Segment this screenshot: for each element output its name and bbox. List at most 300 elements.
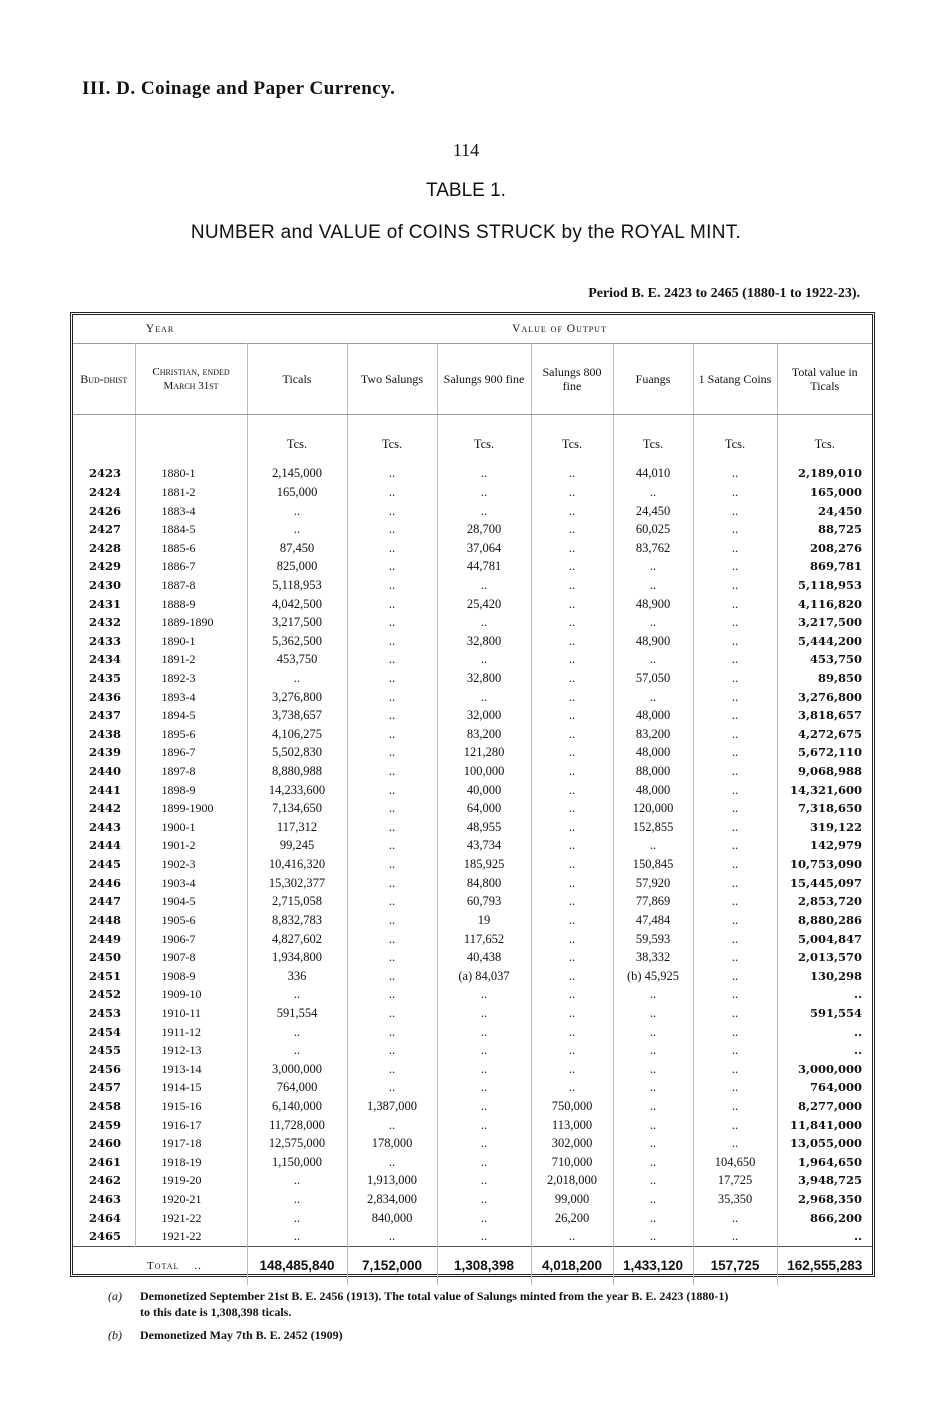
ticals-cell: .. xyxy=(247,1227,347,1246)
footnote-text: to this date is 1,308,398 ticals. xyxy=(140,1305,292,1319)
satang-cell: .. xyxy=(693,799,777,818)
two-salungs-cell: 1,913,000 xyxy=(347,1171,437,1190)
salungs-800-cell: .. xyxy=(531,1041,613,1060)
buddhist-year-cell: 2460 xyxy=(73,1134,135,1153)
footnote-b xyxy=(108,1327,888,1343)
ticals-cell: .. xyxy=(247,1190,347,1209)
fuangs-cell: .. xyxy=(613,650,693,669)
salungs-900-cell: .. xyxy=(437,1171,531,1190)
salungs-900-cell: 117,652 xyxy=(437,929,531,948)
total-value-cell: 1,964,650 xyxy=(797,1154,863,1169)
total-salungs-800: 4,018,200 xyxy=(531,1246,613,1285)
table-row xyxy=(73,1227,872,1246)
table-row xyxy=(73,1004,872,1023)
buddhist-year-cell: 2461 xyxy=(73,1153,135,1172)
ticals-cell: 453,750 xyxy=(247,650,347,669)
buddhist-year-cell: 2449 xyxy=(73,929,135,948)
ticals-cell: 825,000 xyxy=(247,557,347,576)
christian-year-cell: 1904-5 xyxy=(135,892,247,911)
two-salungs-cell: .. xyxy=(347,929,437,948)
ticals-cell: 4,042,500 xyxy=(247,594,347,613)
christian-year-cell: 1908-9 xyxy=(135,966,247,985)
satang-cell: .. xyxy=(693,725,777,744)
total-value-cell: 591,554 xyxy=(810,1005,863,1020)
satang-cell: .. xyxy=(693,966,777,985)
two-salungs-cell: .. xyxy=(347,669,437,688)
table-row xyxy=(73,799,872,818)
fuangs-cell: 48,000 xyxy=(613,706,693,725)
ticals-header: Ticals xyxy=(247,344,347,415)
two-salungs-cell: .. xyxy=(347,725,437,744)
christian-year-cell: 1916-17 xyxy=(135,1115,247,1134)
buddhist-year-cell: 2437 xyxy=(73,706,135,725)
satang-cell: .. xyxy=(693,1227,777,1246)
table-row xyxy=(73,725,872,744)
satang-cell: .. xyxy=(693,631,777,650)
salungs-800-cell: .. xyxy=(531,911,613,930)
two-salungs-cell: .. xyxy=(347,892,437,911)
satang-cell: .. xyxy=(693,576,777,595)
two-salungs-cell: .. xyxy=(347,1078,437,1097)
total-value-cell: 89,850 xyxy=(818,671,863,685)
table-row xyxy=(73,594,872,613)
satang-cell: .. xyxy=(693,1060,777,1079)
fuangs-cell: 59,593 xyxy=(613,929,693,948)
total-value-cell: 8,277,000 xyxy=(797,1099,863,1114)
total-value-cell: 3,948,725 xyxy=(797,1173,863,1188)
buddhist-year-cell: 2431 xyxy=(73,594,135,613)
salungs-900-cell: 185,925 xyxy=(437,855,531,874)
christian-year-cell: 1891-2 xyxy=(135,650,247,669)
christian-year-cell: 1898-9 xyxy=(135,780,247,799)
christian-year-cell: 1921-22 xyxy=(135,1208,247,1227)
totals-label: Total xyxy=(147,1259,180,1272)
period-note: Period B. E. 2423 to 2465 (1880-1 to 1922-23). xyxy=(588,286,860,301)
group-header-row xyxy=(73,315,872,344)
satang-cell: 17,725 xyxy=(693,1171,777,1190)
fuangs-cell: .. xyxy=(613,483,693,502)
two-salungs-cell: .. xyxy=(347,1022,437,1041)
salungs-800-cell: 99,000 xyxy=(531,1190,613,1209)
total-value-header: Total value in Ticals xyxy=(777,344,872,415)
total-value-cell: 5,004,847 xyxy=(797,931,863,946)
salungs-900-cell: .. xyxy=(437,1134,531,1153)
salungs-900-cell: .. xyxy=(437,650,531,669)
fuangs-cell: .. xyxy=(613,1060,693,1079)
two-salungs-cell: .. xyxy=(347,706,437,725)
two-salungs-cell: 178,000 xyxy=(347,1134,437,1153)
table-row xyxy=(73,631,872,650)
unit-label: Tcs. xyxy=(347,415,437,455)
footnote-mark: (b) xyxy=(108,1328,122,1342)
salungs-800-cell: .. xyxy=(531,669,613,688)
satang-cell: .. xyxy=(693,1004,777,1023)
fuangs-cell: .. xyxy=(613,1153,693,1172)
salungs-900-cell: .. xyxy=(437,1208,531,1227)
buddhist-year-cell: 2464 xyxy=(73,1208,135,1227)
salungs-800-cell: .. xyxy=(531,538,613,557)
salungs-800-cell: .. xyxy=(531,873,613,892)
fuangs-cell: .. xyxy=(613,557,693,576)
table-title: NUMBER and VALUE of COINS STRUCK by the ROYAL MINT. xyxy=(190,222,742,243)
satang-cell: .. xyxy=(693,501,777,520)
salungs-900-cell: 37,064 xyxy=(437,538,531,557)
total-value-cell: 866,200 xyxy=(810,1210,863,1225)
salungs-900-cell: 43,734 xyxy=(437,836,531,855)
two-salungs-cell: .. xyxy=(347,966,437,985)
ticals-cell: .. xyxy=(247,985,347,1004)
ticals-cell: .. xyxy=(247,501,347,520)
salungs-800-cell: .. xyxy=(531,557,613,576)
salungs-900-cell: .. xyxy=(437,1078,531,1097)
ticals-cell: 2,715,058 xyxy=(247,892,347,911)
fuangs-cell: .. xyxy=(613,1171,693,1190)
salungs-900-cell: .. xyxy=(437,1153,531,1172)
christian-year-cell: 1920-21 xyxy=(135,1190,247,1209)
buddhist-year-cell: 2423 xyxy=(73,464,135,483)
salungs-800-cell: .. xyxy=(531,743,613,762)
unit-label: Tcs. xyxy=(693,415,777,455)
salungs-900-cell: .. xyxy=(437,1097,531,1116)
two-salungs-cell: 2,834,000 xyxy=(347,1190,437,1209)
salungs-900-cell: .. xyxy=(437,613,531,632)
two-salungs-cell: .. xyxy=(347,1115,437,1134)
christian-year-cell: 1911-12 xyxy=(135,1022,247,1041)
fuangs-cell: 150,845 xyxy=(613,855,693,874)
buddhist-year-cell: 2427 xyxy=(73,520,135,539)
total-value-cell: 5,444,200 xyxy=(797,633,863,648)
christian-year-cell: 1917-18 xyxy=(135,1134,247,1153)
satang-cell: .. xyxy=(693,948,777,967)
buddhist-year-cell: 2433 xyxy=(73,631,135,650)
salungs-800-cell: .. xyxy=(531,855,613,874)
two-salungs-header: Two Salungs xyxy=(347,344,437,415)
table-row xyxy=(73,501,872,520)
two-salungs-cell: .. xyxy=(347,1060,437,1079)
two-salungs-cell: .. xyxy=(347,613,437,632)
table-row xyxy=(73,1134,872,1153)
salungs-900-cell: .. xyxy=(437,1190,531,1209)
salungs-900-cell: .. xyxy=(437,985,531,1004)
satang-cell: .. xyxy=(693,687,777,706)
salungs-800-cell: .. xyxy=(531,1004,613,1023)
satang-cell: .. xyxy=(693,836,777,855)
unit-label: Tcs. xyxy=(247,415,347,455)
unit-label: Tcs. xyxy=(613,415,693,455)
two-salungs-cell: .. xyxy=(347,873,437,892)
salungs-800-cell: .. xyxy=(531,1060,613,1079)
salungs-900-cell: 32,000 xyxy=(437,706,531,725)
satang-cell: .. xyxy=(693,818,777,837)
total-value-cell: 14,321,600 xyxy=(789,782,863,797)
fuangs-cell: .. xyxy=(613,1041,693,1060)
christian-year-cell: 1890-1 xyxy=(135,631,247,650)
ticals-cell: 87,450 xyxy=(247,538,347,557)
fuangs-cell: 57,050 xyxy=(613,669,693,688)
satang-cell: .. xyxy=(693,985,777,1004)
salungs-800-cell: .. xyxy=(531,836,613,855)
ticals-cell: 591,554 xyxy=(247,1004,347,1023)
two-salungs-cell: .. xyxy=(347,483,437,502)
total-ticals: 148,485,840 xyxy=(247,1246,347,1285)
total-value-cell: .. xyxy=(854,1024,863,1039)
total-value-cell: 7,318,650 xyxy=(797,801,863,816)
christian-year-cell: 1905-6 xyxy=(135,911,247,930)
ticals-cell: 11,728,000 xyxy=(247,1115,347,1134)
satang-cell: .. xyxy=(693,892,777,911)
total-value-cell: 165,000 xyxy=(810,484,863,499)
total-value-cell: 2,013,570 xyxy=(797,950,863,965)
christian-year-cell: 1915-16 xyxy=(135,1097,247,1116)
fuangs-cell: 48,000 xyxy=(613,780,693,799)
fuangs-cell: 38,332 xyxy=(613,948,693,967)
total-value-cell: 15,445,097 xyxy=(789,875,863,890)
table-row xyxy=(73,1097,872,1116)
unit-row xyxy=(73,415,872,455)
two-salungs-cell: .. xyxy=(347,818,437,837)
table-row xyxy=(73,483,872,502)
ticals-cell: 8,832,783 xyxy=(247,911,347,930)
fuangs-cell: .. xyxy=(613,1134,693,1153)
two-salungs-cell: .. xyxy=(347,1227,437,1246)
total-value-cell: 8,880,286 xyxy=(797,912,863,927)
totals-row xyxy=(73,1246,872,1285)
christian-year-cell: 1883-4 xyxy=(135,501,247,520)
table-row xyxy=(73,464,872,483)
total-value-cell: 764,000 xyxy=(810,1080,863,1095)
fuangs-cell: 120,000 xyxy=(613,799,693,818)
total-value-cell: 4,272,675 xyxy=(797,726,863,741)
salungs-900-cell: 100,000 xyxy=(437,762,531,781)
salungs-800-cell: .. xyxy=(531,594,613,613)
table-row xyxy=(73,873,872,892)
ticals-cell: 7,134,650 xyxy=(247,799,347,818)
total-value-cell: 453,750 xyxy=(810,652,863,667)
christian-year-cell: 1912-13 xyxy=(135,1041,247,1060)
ticals-cell: 3,276,800 xyxy=(247,687,347,706)
satang-cell: .. xyxy=(693,613,777,632)
christian-year-cell: 1918-19 xyxy=(135,1153,247,1172)
satang-cell: .. xyxy=(693,706,777,725)
fuangs-cell: 48,900 xyxy=(613,594,693,613)
buddhist-year-cell: 2432 xyxy=(73,613,135,632)
total-value-cell: 13,055,000 xyxy=(789,1136,863,1151)
fuangs-cell: (b) 45,925 xyxy=(613,966,693,985)
fuangs-cell: 77,869 xyxy=(613,892,693,911)
satang-cell: .. xyxy=(693,780,777,799)
year-group-header: Year xyxy=(145,323,175,335)
table-row xyxy=(73,613,872,632)
total-salungs-900: 1,308,398 xyxy=(437,1246,531,1285)
two-salungs-cell: .. xyxy=(347,501,437,520)
christian-year-cell: 1895-6 xyxy=(135,725,247,744)
fuangs-cell: 57,920 xyxy=(613,873,693,892)
satang-cell: .. xyxy=(693,1208,777,1227)
christian-year-cell: 1913-14 xyxy=(135,1060,247,1079)
ticals-cell: 99,245 xyxy=(247,836,347,855)
fuangs-cell: 83,762 xyxy=(613,538,693,557)
salungs-900-cell: 44,781 xyxy=(437,557,531,576)
satang-cell: .. xyxy=(693,538,777,557)
unit-label: Tcs. xyxy=(437,415,531,455)
buddhist-year-cell: 2444 xyxy=(73,836,135,855)
buddhist-year-cell: 2447 xyxy=(73,892,135,911)
table-row xyxy=(73,1041,872,1060)
table-row xyxy=(73,892,872,911)
christian-year-cell: 1887-8 xyxy=(135,576,247,595)
salungs-900-cell: 60,793 xyxy=(437,892,531,911)
christian-header: Christian, ended March 31st xyxy=(135,344,247,415)
satang-cell: .. xyxy=(693,1097,777,1116)
buddhist-year-cell: 2436 xyxy=(73,687,135,706)
salungs-800-cell: .. xyxy=(531,520,613,539)
fuangs-cell: 83,200 xyxy=(613,725,693,744)
salungs-900-cell: 32,800 xyxy=(437,669,531,688)
ticals-cell: 5,118,953 xyxy=(247,576,347,595)
buddhist-year-cell: 2450 xyxy=(73,948,135,967)
total-value-cell: 9,068,988 xyxy=(797,764,863,779)
total-value-cell: 208,276 xyxy=(810,540,863,555)
salungs-900-cell: .. xyxy=(437,687,531,706)
table-row xyxy=(73,929,872,948)
christian-year-cell: 1902-3 xyxy=(135,855,247,874)
salungs-800-cell: .. xyxy=(531,799,613,818)
value-group-header: Value of Output xyxy=(512,323,607,335)
ticals-cell: 8,880,988 xyxy=(247,762,347,781)
table-row xyxy=(73,1208,872,1227)
total-value-cell: 142,979 xyxy=(810,838,863,853)
two-salungs-cell: .. xyxy=(347,538,437,557)
fuangs-cell: .. xyxy=(613,1190,693,1209)
total-value-cell: 5,672,110 xyxy=(797,745,863,760)
table-label: TABLE 1. xyxy=(426,180,506,201)
salungs-800-cell: .. xyxy=(531,483,613,502)
fuangs-cell: 47,484 xyxy=(613,911,693,930)
buddhist-year-cell: 2451 xyxy=(73,966,135,985)
buddhist-year-cell: 2452 xyxy=(73,985,135,1004)
two-salungs-cell: .. xyxy=(347,557,437,576)
fuangs-header: Fuangs xyxy=(613,344,693,415)
buddhist-year-cell: 2448 xyxy=(73,911,135,930)
ticals-cell: .. xyxy=(247,669,347,688)
ticals-cell: 10,416,320 xyxy=(247,855,347,874)
fuangs-cell: 24,450 xyxy=(613,501,693,520)
fuangs-cell: .. xyxy=(613,1208,693,1227)
total-satang: 157,725 xyxy=(693,1246,777,1285)
buddhist-year-cell: 2430 xyxy=(73,576,135,595)
salungs-900-cell: 25,420 xyxy=(437,594,531,613)
christian-year-cell: 1897-8 xyxy=(135,762,247,781)
table-row xyxy=(73,1078,872,1097)
christian-year-cell: 1919-20 xyxy=(135,1171,247,1190)
salungs-800-cell: .. xyxy=(531,631,613,650)
page-number: 114 xyxy=(452,140,480,160)
table-row xyxy=(73,948,872,967)
buddhist-year-cell: 2434 xyxy=(73,650,135,669)
satang-cell: .. xyxy=(693,743,777,762)
salungs-800-cell: 2,018,000 xyxy=(531,1171,613,1190)
coinage-table-frame xyxy=(70,312,875,1277)
fuangs-cell: .. xyxy=(613,836,693,855)
two-salungs-cell: .. xyxy=(347,631,437,650)
salungs-900-cell: (a) 84,037 xyxy=(437,966,531,985)
two-salungs-cell: .. xyxy=(347,464,437,483)
footnote-mark: (a) xyxy=(108,1289,122,1303)
salungs-900-cell: .. xyxy=(437,464,531,483)
footnotes xyxy=(108,1288,888,1350)
ticals-cell: 4,827,602 xyxy=(247,929,347,948)
buddhist-year-cell: 2456 xyxy=(73,1060,135,1079)
ticals-cell: 14,233,600 xyxy=(247,780,347,799)
coinage-table xyxy=(73,315,872,1285)
salungs-900-cell: 121,280 xyxy=(437,743,531,762)
two-salungs-cell: .. xyxy=(347,985,437,1004)
buddhist-year-cell: 2438 xyxy=(73,725,135,744)
salungs-900-cell: .. xyxy=(437,1022,531,1041)
salungs-800-cell: .. xyxy=(531,501,613,520)
salungs-900-cell: .. xyxy=(437,1004,531,1023)
two-salungs-cell: .. xyxy=(347,780,437,799)
buddhist-year-cell: 2443 xyxy=(73,818,135,837)
table-row xyxy=(73,1115,872,1134)
ticals-cell: 15,302,377 xyxy=(247,873,347,892)
table-row xyxy=(73,743,872,762)
christian-year-cell: 1907-8 xyxy=(135,948,247,967)
buddhist-year-cell: 2435 xyxy=(73,669,135,688)
table-row xyxy=(73,780,872,799)
total-value-cell: 3,217,500 xyxy=(797,615,863,630)
total-value-cell: 2,968,350 xyxy=(797,1192,863,1207)
christian-year-cell: 1880-1 xyxy=(135,464,247,483)
salungs-900-cell: .. xyxy=(437,576,531,595)
table-row xyxy=(73,520,872,539)
salungs-800-cell: .. xyxy=(531,706,613,725)
ticals-cell: .. xyxy=(247,1171,347,1190)
buddhist-year-cell: 2462 xyxy=(73,1171,135,1190)
two-salungs-cell: .. xyxy=(347,762,437,781)
buddhist-year-cell: 2442 xyxy=(73,799,135,818)
satang-cell: .. xyxy=(693,464,777,483)
salungs-900-cell: .. xyxy=(437,1060,531,1079)
table-row xyxy=(73,966,872,985)
table-row xyxy=(73,1060,872,1079)
salungs-900-cell: .. xyxy=(437,1041,531,1060)
total-value-cell: .. xyxy=(854,1043,863,1058)
totals-dots: .. xyxy=(194,1259,202,1272)
salungs-900-cell: 40,000 xyxy=(437,780,531,799)
ticals-cell: 5,502,830 xyxy=(247,743,347,762)
satang-cell: .. xyxy=(693,1115,777,1134)
fuangs-cell: 48,900 xyxy=(613,631,693,650)
satang-cell: .. xyxy=(693,1022,777,1041)
satang-cell: .. xyxy=(693,520,777,539)
total-value-cell: 4,116,820 xyxy=(797,596,863,611)
two-salungs-cell: .. xyxy=(347,576,437,595)
satang-cell: .. xyxy=(693,929,777,948)
salungs-900-cell: 19 xyxy=(437,911,531,930)
ticals-cell: 1,934,800 xyxy=(247,948,347,967)
fuangs-cell: .. xyxy=(613,613,693,632)
buddhist-year-cell: 2465 xyxy=(73,1227,135,1246)
buddhist-year-cell: 2457 xyxy=(73,1078,135,1097)
table-row xyxy=(73,1153,872,1172)
two-salungs-cell: .. xyxy=(347,594,437,613)
unit-label: Tcs. xyxy=(814,437,835,451)
satang-cell: .. xyxy=(693,557,777,576)
buddhist-year-cell: 2446 xyxy=(73,873,135,892)
buddhist-year-cell: 2445 xyxy=(73,855,135,874)
grand-total: 162,555,283 xyxy=(777,1246,872,1285)
